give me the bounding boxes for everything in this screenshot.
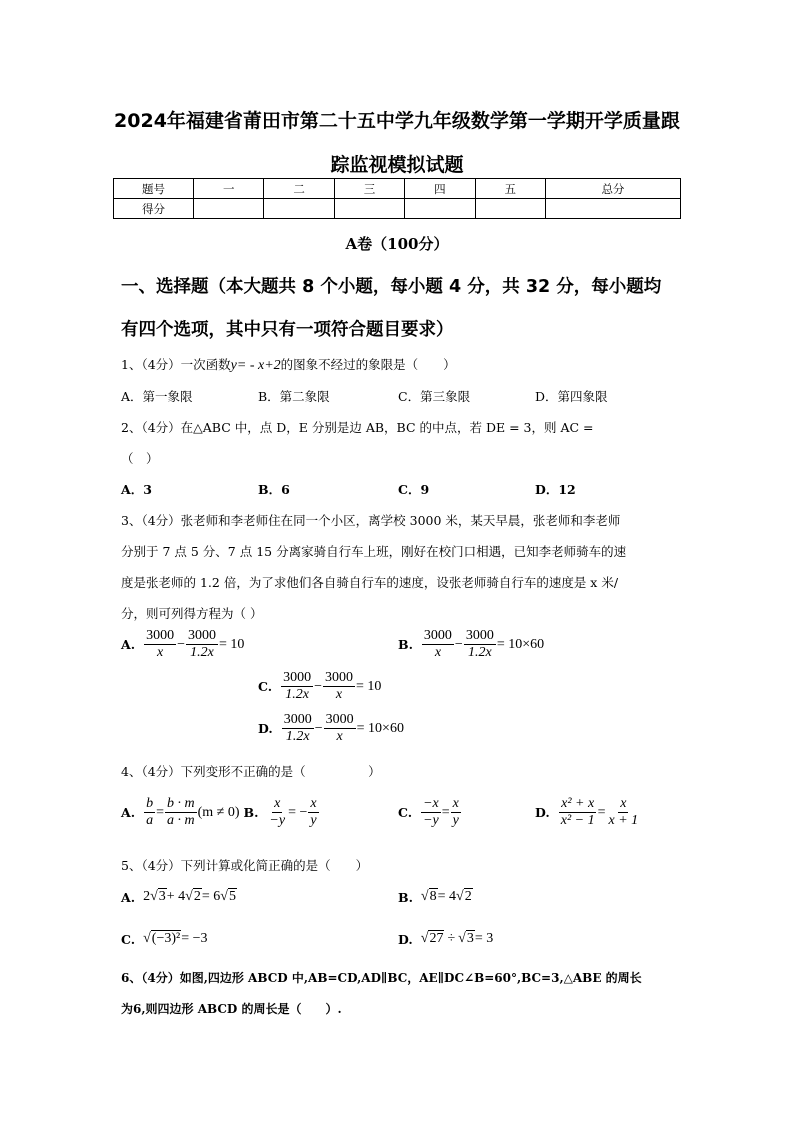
fraction <box>559 796 597 829</box>
score-input-cell[interactable] <box>334 199 404 219</box>
q4-label-b: B. <box>243 805 259 821</box>
minus-sign: − <box>314 720 323 736</box>
fraction <box>144 628 176 661</box>
q1-prefix: 1、（4分）一次函数 <box>121 357 231 372</box>
q3-option-b[interactable] <box>398 628 544 661</box>
question-6-line1: 6、（4分）如图,四边形 ABCD 中,AB=CD,AD∥BC，AE∥DC∠B=60°,BC=3,△ABE 的周长 <box>121 971 642 985</box>
score-input-cell[interactable] <box>264 199 334 219</box>
numerator: 3000 <box>186 628 218 645</box>
radicand: 2 <box>464 889 472 904</box>
score-input-cell[interactable] <box>545 199 680 219</box>
score-input-cell[interactable] <box>475 199 545 219</box>
numerator: 3000 <box>464 628 496 645</box>
question-2-bracket: （ ） <box>121 451 159 466</box>
question-6-line2: 为6,则四边形 ABCD 的周长是（ ）. <box>121 1002 342 1016</box>
score-input-cell[interactable] <box>194 199 264 219</box>
q5-label-d: D. <box>398 931 413 947</box>
square-root: √5 <box>220 889 236 904</box>
q5-option-c[interactable] <box>121 931 208 947</box>
equals-term: = 6 <box>201 889 221 904</box>
question-2: 2、（4分）在△ABC 中，点 D，E 分别是边 AB，BC 的中点，若 DE = 3，则 AC = <box>121 420 594 435</box>
radicand: 27 <box>429 931 444 946</box>
radicand: 2 <box>193 889 201 904</box>
q4-label-d: D. <box>535 805 550 821</box>
equals-sign: = <box>597 804 606 820</box>
square-root: √(−3)² <box>143 931 181 946</box>
denominator: 1.2x <box>190 645 214 661</box>
square-root: √2 <box>456 889 472 904</box>
score-table <box>113 178 681 219</box>
q4-option-d[interactable] <box>535 796 641 829</box>
score-table-header-row <box>114 179 681 199</box>
equals-term: = 4 <box>437 889 457 904</box>
fraction <box>422 628 454 661</box>
score-header-cell: 三 <box>334 179 404 199</box>
denominator: 1.2x <box>285 729 310 745</box>
fraction <box>282 712 314 745</box>
score-header-cell: 五 <box>475 179 545 199</box>
q4-label-c: C. <box>398 805 413 821</box>
q1-suffix: 的图象不经过的象限是（ ） <box>280 357 456 372</box>
denominator: y <box>452 813 459 829</box>
question-5: 5、（4分）下列计算或化简正确的是（ ） <box>121 858 369 873</box>
numerator: 3000 <box>324 712 356 729</box>
divide-sign: ÷ <box>447 931 456 946</box>
radicand: 8 <box>429 889 437 904</box>
section1-heading-line1: 一、选择题（本大题共 8 个小题，每小题 4 分，共 32 分，每小题均 <box>121 277 662 297</box>
equation-rhs: = 10 <box>218 636 245 652</box>
q5-label-c: C. <box>121 931 136 947</box>
denominator: 1.2x <box>285 687 309 703</box>
radicand: 5 <box>228 889 236 904</box>
q1-option-b[interactable]: B．第二象限 <box>258 389 330 404</box>
square-root: √3 <box>150 889 166 904</box>
score-header-cell: 总分 <box>545 179 680 199</box>
q3-label-b: B. <box>398 637 413 653</box>
q3-label-a: A. <box>121 637 136 653</box>
score-header-cell: 四 <box>405 179 475 199</box>
q2-option-d[interactable]: D．12 <box>535 482 576 497</box>
numerator: x <box>272 796 282 813</box>
q1-option-d[interactable]: D．第四象限 <box>535 389 608 404</box>
question-3-line2: 分别于 7 点 5 分、7 点 15 分离家骑自行车上班，刚好在校门口相遇，已知李老师骑车的速 <box>121 544 627 559</box>
q3-option-c[interactable] <box>258 670 381 703</box>
equation-rhs: = 10×60 <box>356 720 404 736</box>
q3-option-a[interactable] <box>121 628 244 661</box>
document-title-line2: 踪监视模拟试题 <box>330 154 464 176</box>
q2-option-b[interactable]: B．6 <box>258 482 290 497</box>
denominator: x <box>336 729 343 745</box>
square-root: √8 <box>420 889 437 904</box>
equals-term: = −3 <box>181 931 208 946</box>
q5-option-d[interactable] <box>398 931 493 947</box>
denominator: a <box>146 813 154 829</box>
radicand: (−3)² <box>151 931 181 946</box>
minus-sign: − <box>454 636 463 652</box>
numerator: 3000 <box>422 628 454 645</box>
q2-option-c[interactable]: C．9 <box>398 482 430 497</box>
score-header-cell: 二 <box>264 179 334 199</box>
denominator: x² − 1 <box>560 813 595 829</box>
equals-sign: = <box>441 804 450 820</box>
q1-expression: y= - x+2 <box>230 358 281 373</box>
fraction <box>281 670 313 703</box>
numerator: b <box>144 796 155 813</box>
radicand: 3 <box>158 889 166 904</box>
numerator: x <box>308 796 318 813</box>
denominator: x <box>335 687 343 703</box>
fraction <box>144 796 155 829</box>
equation-rhs: = 10×60 <box>496 636 545 652</box>
denominator: x + 1 <box>608 813 639 829</box>
minus-sign: − <box>314 678 322 694</box>
score-header-cell: 题号 <box>114 179 194 199</box>
question-1 <box>121 355 456 374</box>
q1-option-c[interactable]: C．第三象限 <box>398 389 471 404</box>
equals-sign: = <box>156 804 164 820</box>
numerator: x <box>618 796 628 813</box>
numerator: 3000 <box>323 670 355 687</box>
fraction <box>267 796 287 829</box>
numerator: 3000 <box>144 628 176 645</box>
numerator: x² + x <box>559 796 596 813</box>
q5-option-a[interactable] <box>121 889 237 905</box>
square-root: √3 <box>458 931 474 946</box>
q3-label-d: D. <box>258 721 273 737</box>
q5-option-b[interactable] <box>398 889 473 905</box>
plus-term: + 4 <box>166 889 186 904</box>
section1-heading-line2: 有四个选项，其中只有一项符合题目要求） <box>121 320 454 340</box>
question-3-line3: 度是张老师的 1.2 倍，为了求他们各自骑自行车的速度，设张老师骑自行车的速度是 x 米/ <box>121 575 619 590</box>
fraction <box>308 796 318 829</box>
fraction <box>186 628 218 661</box>
q4-option-c[interactable] <box>398 796 462 829</box>
fraction <box>421 796 441 829</box>
minus-sign: − <box>177 636 185 652</box>
score-row-label: 得分 <box>114 199 194 219</box>
numerator: 3000 <box>282 712 314 729</box>
score-table-score-row <box>114 199 681 219</box>
denominator: x <box>156 645 164 661</box>
denominator: y <box>310 813 317 829</box>
equals-minus-sign: = − <box>288 804 308 820</box>
denominator: a · m <box>166 813 195 829</box>
numerator: −x <box>421 796 441 813</box>
part-a-heading: A卷（100分） <box>345 235 449 253</box>
fraction <box>464 628 496 661</box>
q5-label-a: A. <box>121 889 136 905</box>
score-header-cell: 一 <box>194 179 264 199</box>
q1-option-a[interactable]: A．第一象限 <box>121 389 193 404</box>
fraction <box>451 796 461 829</box>
q2-option-a[interactable]: A．3 <box>121 482 152 497</box>
numerator: b · m <box>165 796 197 813</box>
question-4: 4、（4分）下列变形不正确的是（ ） <box>121 764 381 779</box>
fraction <box>323 670 355 703</box>
fraction <box>165 796 197 829</box>
fraction <box>607 796 641 829</box>
radicand: 3 <box>466 931 474 946</box>
equals-term: = 3 <box>474 931 494 946</box>
document-title-line1: 2024年福建省莆田市第二十五中学九年级数学第一学期开学质量跟 <box>114 110 680 132</box>
denominator: x <box>434 645 442 661</box>
denominator: −y <box>423 813 439 829</box>
score-input-cell[interactable] <box>405 199 475 219</box>
condition: (m ≠ 0) <box>197 804 240 820</box>
denominator: 1.2x <box>467 645 492 661</box>
q3-option-d[interactable] <box>258 712 404 745</box>
equation-rhs: = 10 <box>356 678 382 694</box>
square-root: √27 <box>420 931 444 946</box>
q4-option-a[interactable] <box>121 796 320 829</box>
fraction <box>324 712 356 745</box>
question-3-line4: 分，则可列得方程为（ ） <box>121 606 263 621</box>
question-3-line1: 3、（4分）张老师和李老师住在同一个小区，离学校 3000 米，某天早晨，张老师和李老师 <box>121 513 621 528</box>
numerator: 3000 <box>281 670 313 687</box>
denominator: −y <box>269 813 286 829</box>
q3-label-c: C. <box>258 679 273 695</box>
square-root: √2 <box>185 889 201 904</box>
coefficient: 2 <box>143 889 151 904</box>
numerator: x <box>451 796 461 813</box>
q4-label-a: A. <box>121 805 136 821</box>
q5-label-b: B. <box>398 889 413 905</box>
